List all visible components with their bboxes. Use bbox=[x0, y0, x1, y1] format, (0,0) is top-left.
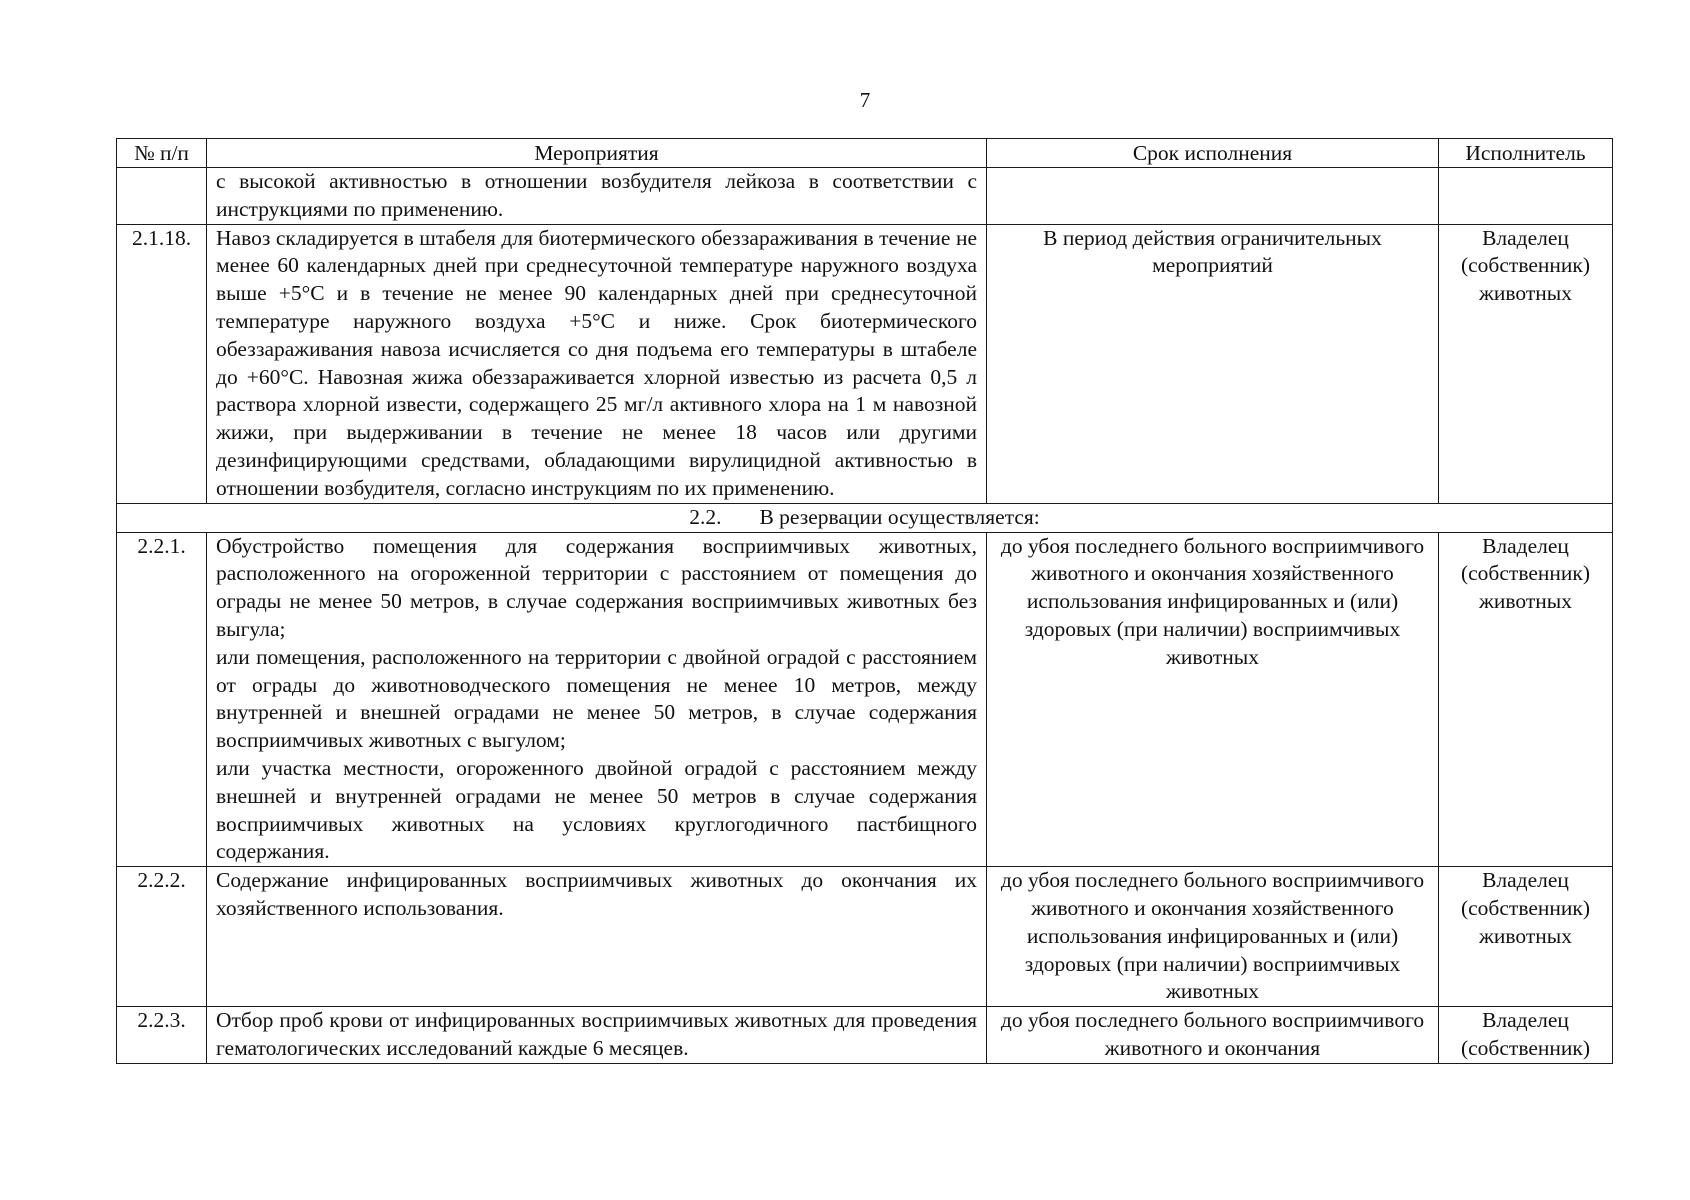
section-number: 2.2. bbox=[689, 504, 722, 529]
table-row bbox=[117, 224, 1613, 503]
section-title-cell bbox=[117, 503, 1613, 532]
page-number: 7 bbox=[859, 88, 871, 112]
row-num: 2.2.1. bbox=[117, 532, 207, 867]
row-executor bbox=[1439, 168, 1613, 225]
measure-paragraph: Обустройство помещения для содержания восприимчивых животных, расположенного на огороженной территории с расстоянием от помещения до ограды не менее 50 метров, в случае содержания восприимчивых животных без выгула; bbox=[216, 533, 977, 641]
header-num: № п/п bbox=[117, 139, 207, 168]
section-header-row bbox=[117, 503, 1613, 532]
header-measure: Мероприятия bbox=[207, 139, 987, 168]
row-executor: Владелец (собственник) животных bbox=[1439, 224, 1613, 503]
row-num: 2.2.3. bbox=[117, 1007, 207, 1064]
measure-paragraph: или участка местности, огороженного двойной оградой с расстоянием между внешней и внутренней оградами не менее 50 метров в случае содержания восприимчивых животных на условиях круглогодичного пастбищного содержания. bbox=[216, 755, 977, 864]
header-deadline: Срок исполнения bbox=[987, 139, 1439, 168]
header-executor: Исполнитель bbox=[1439, 139, 1613, 168]
row-executor: Владелец (собственник) bbox=[1439, 1007, 1613, 1064]
table-header-row bbox=[117, 139, 1613, 168]
table-row bbox=[117, 867, 1613, 1007]
row-num bbox=[117, 168, 207, 225]
row-measure: Содержание инфицированных восприимчивых животных до окончания их хозяйственного использования. bbox=[207, 867, 987, 1007]
row-deadline: до убоя последнего больного восприимчивого животного и окончания bbox=[987, 1007, 1439, 1064]
section-title: В резервации осуществляется: bbox=[759, 504, 1040, 529]
row-deadline: до убоя последнего больного восприимчивого животного и окончания хозяйственного использования инфицированных и (или) здоровых (при наличии) восприимчивых животных bbox=[987, 867, 1439, 1007]
table-row bbox=[117, 168, 1613, 225]
row-executor: Владелец (собственник) животных bbox=[1439, 532, 1613, 867]
row-num: 2.2.2. bbox=[117, 867, 207, 1007]
measure-paragraph: или помещения, расположенного на территории с двойной оградой с расстоянием от ограды до животноводческого помещения не менее 10 метров, между внутренней и внешней оградами не менее 50 метров, в случае содержания восприимчивых животных с выгулом; bbox=[216, 644, 977, 753]
row-deadline: до убоя последнего больного восприимчивого животного и окончания хозяйственного использования инфицированных и (или) здоровых (при наличии) восприимчивых животных bbox=[987, 532, 1439, 867]
row-deadline: В период действия ограничительных мероприятий bbox=[987, 224, 1439, 503]
table-row bbox=[117, 1007, 1613, 1064]
table-row bbox=[117, 532, 1613, 867]
row-measure bbox=[207, 532, 987, 867]
row-measure: с высокой активностью в отношении возбудителя лейкоза в соответствии с инструкциями по применению. bbox=[207, 168, 987, 225]
row-num: 2.1.18. bbox=[117, 224, 207, 503]
row-measure: Отбор проб крови от инфицированных восприимчивых животных для проведения гематологических исследований каждые 6 месяцев. bbox=[207, 1007, 987, 1064]
row-deadline bbox=[987, 168, 1439, 225]
measures-table bbox=[116, 138, 1613, 1064]
row-measure: Навоз складируется в штабеля для биотермического обеззараживания в течение не менее 60 календарных дней при среднесуточной температуре наружного воздуха выше +5°С и в течение не менее 90 календарных дней при среднесуточной температуре наружного воздуха +5°С и ниже. Срок биотермического обеззараживания навоза исчисляется со дня подъема его температуры в штабеле до +60°С. Навозная жижа обеззараживается хлорной известью из расчета 0,5 л раствора хлорной извести, содержащего 25 мг/л активного хлора на 1 м навозной жижи, при выдерживании в течение не менее 18 часов или другими дезинфицирующими средствами, обладающими вирулицидной активностью в отношении возбудителя, согласно инструкциям по их применению. bbox=[207, 224, 987, 503]
row-executor: Владелец (собственник) животных bbox=[1439, 867, 1613, 1007]
